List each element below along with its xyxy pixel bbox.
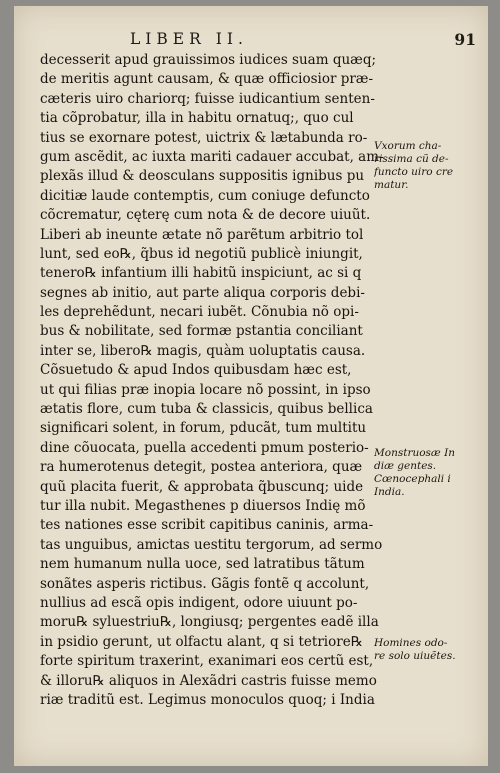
text-line: Liberi ab ineunte ætate nõ parẽtum arbitrio tol (40, 226, 364, 243)
text-line: tius se exornare potest, uictrix & lætabunda ro- (40, 129, 368, 146)
page-number: 91 (454, 30, 476, 49)
margin-note-line: functo uiro cre (374, 166, 454, 178)
text-line: ut qui filias præ inopia locare nõ possint, in ipso (40, 381, 371, 398)
text-line: plexãs illud & deosculans suppositis ignibus pu (40, 168, 365, 185)
text-line: tes nationes esse scribit capitibus caninis, arma- (40, 517, 374, 534)
margin-note-monstrous-peoples (374, 447, 479, 499)
text-line: & illoru℞ aliquos in Alexãdri castris fuisse memo (40, 672, 377, 689)
margin-note-odor-eaters (374, 637, 479, 663)
text-line: sonãtes asperis rictibus. Gãgis fontẽ q accolunt, (40, 575, 370, 592)
text-line: tenero℞ infantium illi habitũ inspiciunt, ac si q (40, 265, 362, 282)
margin-note-line: India. (374, 486, 405, 498)
text-line: ra humerotenus detegit, postea anteriora, quæ (40, 459, 363, 476)
text-line: forte spiritum traxerint, exanimari eos certũ est, (40, 653, 374, 670)
margin-note-wives (374, 140, 479, 192)
margin-note-line: Cœnocephali i (374, 473, 451, 485)
running-title: LIBER II. (130, 30, 248, 48)
text-line: bus & nobilitate, sed formæ pstantia conciliant (40, 323, 363, 340)
text-line: cõcrematur, cęterę cum nota & de decore uiuũt. (40, 207, 371, 224)
text-line: dine cõuocata, puella accedenti pmum posterio- (40, 439, 369, 456)
text-line: tas unguibus, amictas uestitu tergorum, ad sermo (40, 536, 383, 553)
text-line: segnes ab initio, aut parte aliqua corporis debi- (40, 284, 365, 301)
margin-note-line: re solo uiuẽtes. (374, 650, 456, 662)
text-line: nullius ad escã opis indigent, odore uiuunt po- (40, 594, 358, 611)
margin-note-line: Monstruosæ In (374, 447, 456, 459)
margin-note-line: rissima cũ de- (374, 153, 449, 165)
main-text-column (40, 51, 388, 710)
text-line: quũ placita fuerit, & approbata q̃buscunq; uide (40, 478, 364, 495)
text-line: decesserit apud grauissimos iudices suam quæq; (40, 52, 377, 68)
text-line: cæteris uiro chariorq; fuisse iudicantium senten- (40, 90, 375, 107)
margin-note-line: diæ gentes. (374, 460, 437, 472)
text-line: inter se, libero℞ magis, quàm uoluptatis causa. (40, 342, 366, 359)
text-line: tia cõprobatur, illa in habitu ornatuq;, quo cul (40, 110, 354, 127)
page-header (122, 28, 478, 50)
text-line: de meritis agunt causam, & quæ officiosior præ- (40, 71, 374, 88)
book-page (14, 6, 488, 766)
text-line: in psidio gerunt, ut olfactu alant, q si tetriore℞ (40, 633, 363, 650)
text-line: nem humanum nulla uoce, sed latratibus tãtum (40, 556, 365, 573)
margin-note-line: matur. (374, 179, 409, 191)
text-line: tur illa nubit. Megasthenes p diuersos Indię mõ (40, 497, 366, 514)
text-line: riæ traditũ est. Legimus monoculos quoq; i India (40, 691, 375, 708)
text-line: moru℞ syluestriu℞, longiusq; pergentes eadẽ illa (40, 614, 379, 631)
margin-note-line: Homines odo- (374, 637, 448, 649)
text-line: ætatis flore, cum tuba & classicis, quibus bellica (40, 401, 373, 418)
text-line: dicitiæ laude contemptis, cum coniuge defuncto (40, 187, 370, 204)
text-line: gum ascẽdit, ac iuxta mariti cadauer accubat, am- (40, 148, 384, 165)
text-line: significari solent, in forum, pducãt, tum multitu (40, 420, 367, 437)
text-line: Cõsuetudo & apud Indos quibusdam hæc est, (40, 362, 352, 379)
text-line: lunt, sed eo℞, q̃bus id negotiũ publicè iniungit, (40, 245, 363, 262)
margin-note-line: Vxorum cha- (374, 140, 442, 152)
text-line: les deprehẽdunt, necari iubẽt. Cõnubia nõ opi- (40, 304, 359, 321)
